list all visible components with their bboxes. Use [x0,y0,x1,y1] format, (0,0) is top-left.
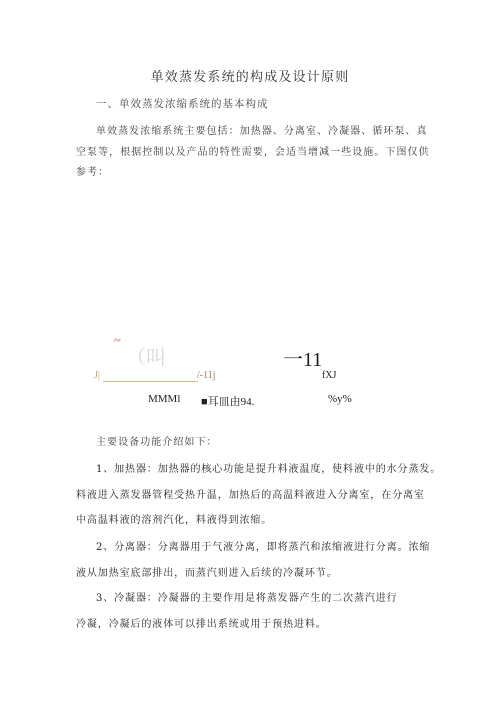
section-heading-basic-structure: 一、单效蒸发浓缩系统的基本构成 [96,98,269,110]
main-functions-heading: 主要设备功能介绍如下： [96,437,218,448]
intro-line-1: 单效蒸发浓缩系统主要包括：加热器、分离室、冷凝器、循环泵、真 [96,126,428,137]
figure-paren-text: （叫 [126,345,166,369]
document-title: 单效蒸发系统的构成及设计原则 [150,70,350,85]
item2-line-1: 2、分离器：分离器用于气液分离，即将蒸汽和浓缩液进行分离。浓缩 [96,542,431,553]
item1-line-2: 料液进入蒸发器管程受热升温，加热后的高温料液进入分离室，在分离室 [76,490,425,501]
figure-dash-eleven: 一11 [283,349,323,371]
figure-j-left: J| [94,370,100,381]
figure-tilde-mark: ˜ [112,336,123,360]
figure-caption-right: %y% [328,393,352,405]
intro-line-3: 参考： [76,167,110,178]
item2-line-2: 液从加热室底部排出，而蒸汽则进入后续的冷凝环节。 [76,568,338,579]
item3-line-1: 3、冷凝器：冷凝器的主要作用是将蒸发器产生的二次蒸汽进行 [96,593,398,604]
figure-fxj: fXJ [322,370,337,381]
item1-line-3: 中高温料液的溶剂汽化，料液得到浓缩。 [76,515,273,526]
figure-mmml: MMMl [148,393,181,405]
item1-line-1: 1、加热器：加热器的核心功能是提升料液温度，使料液中的水分蒸发。 [96,464,442,475]
figure-slash-eleven: /-11j [197,370,216,381]
item3-line-2: 冷凝，冷凝后的液体可以排出系统或用于预热进料。 [76,619,327,630]
figure-caption-mid: ■耳皿由94. [201,396,255,408]
figure-underline [103,381,198,382]
intro-line-2: 空泵等，根据控制以及产品的特性需要，会适当增减一些设施。下图仅供 [76,147,430,158]
